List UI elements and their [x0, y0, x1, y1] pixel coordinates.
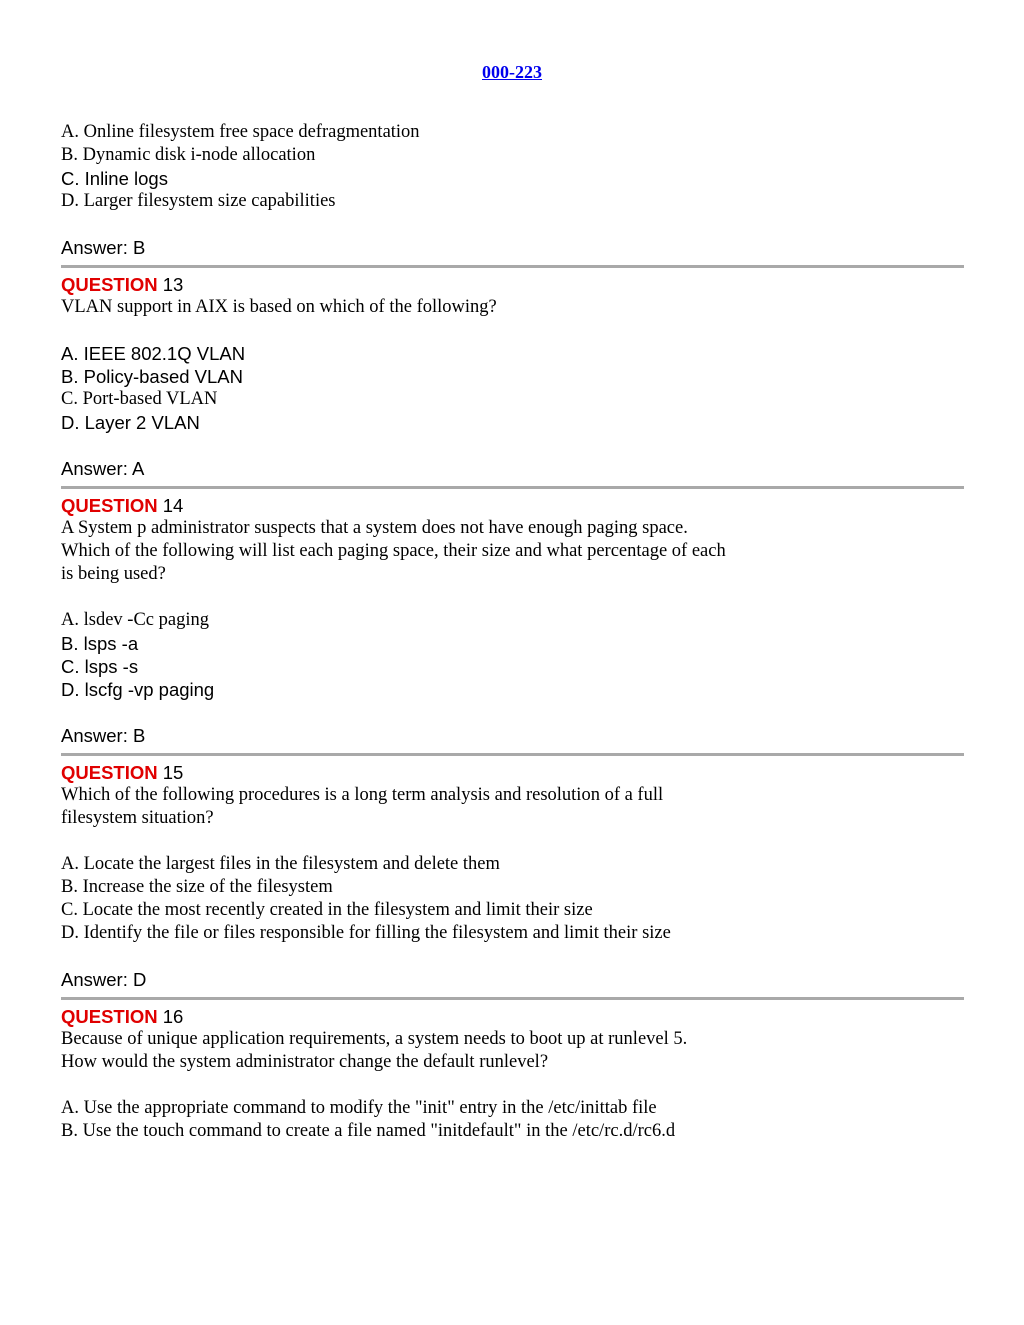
option-line: D. Larger filesystem size capabilities — [61, 191, 336, 211]
question-number: 16 — [162, 1006, 184, 1027]
divider — [61, 265, 964, 268]
question-text: Because of unique application requirements, a system needs to boot up at runlevel 5. — [61, 1029, 688, 1049]
option-line: A. Use the appropriate command to modify the "init" entry in the /etc/inittab file — [61, 1098, 657, 1118]
question-number: 13 — [162, 274, 184, 295]
question-text: is being used? — [61, 564, 166, 584]
question-12-continuation — [61, 121, 964, 259]
divider — [61, 997, 964, 1000]
option-line: D. Layer 2 VLAN — [61, 412, 200, 433]
question-label: QUESTION — [61, 495, 158, 516]
question-text: Which of the following will list each paging space, their size and what percentage of each — [61, 541, 726, 561]
question-heading — [61, 1005, 964, 1028]
question-text: VLAN support in AIX is based on which of the following? — [61, 297, 497, 317]
question-number: 14 — [162, 495, 184, 516]
question-number: 15 — [162, 762, 184, 783]
question-text: filesystem situation? — [61, 808, 214, 828]
question-text: A System p administrator suspects that a system does not have enough paging space. — [61, 518, 688, 538]
answer-line: Answer: A — [61, 458, 145, 479]
question-text: Which of the following procedures is a long term analysis and resolution of a full — [61, 785, 664, 805]
option-line: A. Locate the largest files in the filesystem and delete them — [61, 854, 500, 874]
page-header — [0, 62, 1024, 83]
question-label: QUESTION — [61, 1006, 158, 1027]
answer-line: Answer: B — [61, 237, 146, 258]
exam-code-link[interactable]: 000-223 — [482, 62, 542, 82]
question-15 — [61, 761, 964, 991]
option-line: D. Identify the file or files responsible for filling the filesystem and limit their size — [61, 923, 671, 943]
question-heading — [61, 273, 964, 296]
document-content — [61, 121, 964, 1143]
question-label: QUESTION — [61, 762, 158, 783]
answer-line: Answer: B — [61, 725, 146, 746]
option-line: A. IEEE 802.1Q VLAN — [61, 343, 246, 364]
option-line: B. Policy-based VLAN — [61, 366, 244, 387]
option-line: B. Use the touch command to create a file named "initdefault" in the /etc/rc.d/rc6.d — [61, 1121, 676, 1141]
question-14 — [61, 494, 964, 747]
option-line: A. Online filesystem free space defragmentation — [61, 122, 420, 142]
divider — [61, 753, 964, 756]
question-16 — [61, 1005, 964, 1143]
question-13 — [61, 273, 964, 480]
option-line: C. Port-based VLAN — [61, 389, 218, 409]
option-line: A. lsdev -Cc paging — [61, 610, 209, 630]
option-line: B. Dynamic disk i-node allocation — [61, 145, 316, 165]
question-heading — [61, 761, 964, 784]
option-line: B. lsps -a — [61, 633, 139, 654]
option-line: C. Inline logs — [61, 168, 168, 189]
question-text: How would the system administrator change the default runlevel? — [61, 1052, 549, 1072]
answer-line: Answer: D — [61, 969, 147, 990]
option-line: C. Locate the most recently created in the filesystem and limit their size — [61, 900, 593, 920]
divider — [61, 486, 964, 489]
option-line: C. lsps -s — [61, 656, 139, 677]
option-line: B. Increase the size of the filesystem — [61, 877, 333, 897]
option-line: D. lscfg -vp paging — [61, 679, 215, 700]
question-heading — [61, 494, 964, 517]
question-label: QUESTION — [61, 274, 158, 295]
